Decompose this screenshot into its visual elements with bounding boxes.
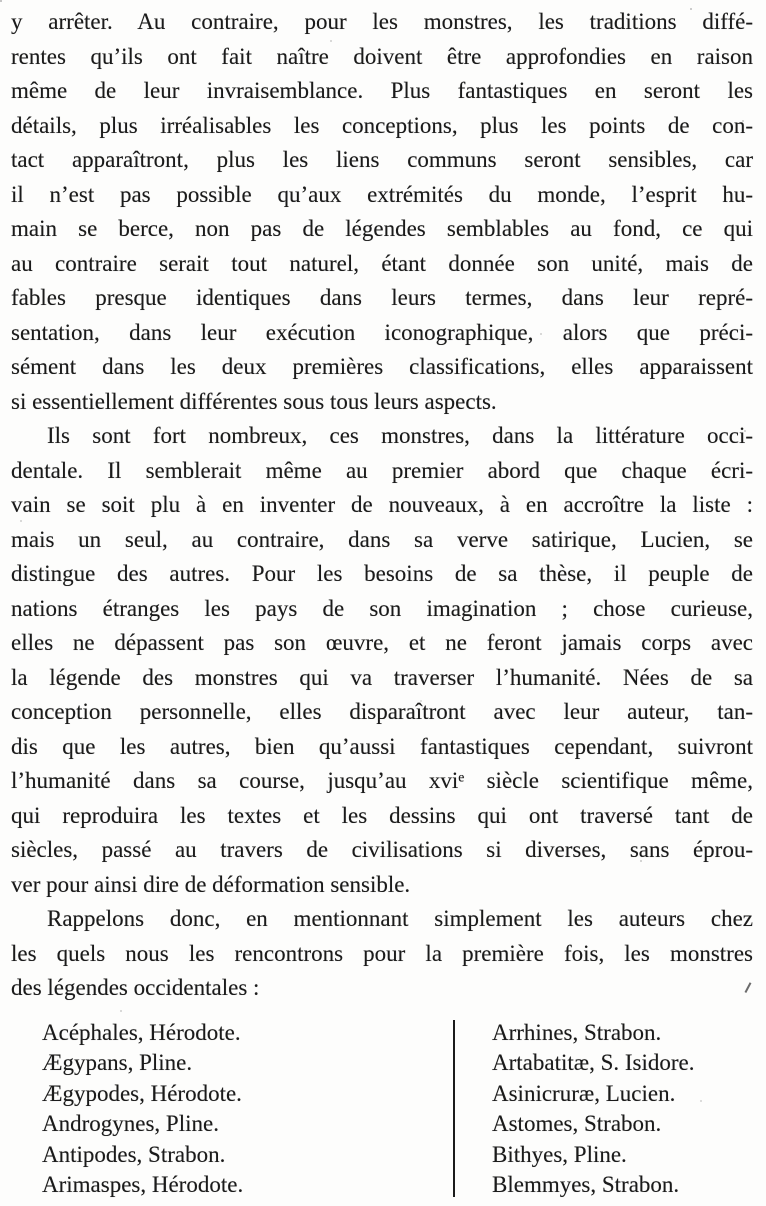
list-item: Arimaspes, Hérodote. — [42, 1172, 244, 1197]
text-line: qui reproduira les textes et les dessins qui ont traversé tant de — [11, 802, 753, 828]
list-item: Ægypodes, Hérodote. — [42, 1080, 242, 1106]
text-line: dis que les autres, bien qu’aussi fantastiques cependant, suivront — [11, 733, 753, 759]
list-item: Asinicruræ, Lucien. — [492, 1080, 676, 1106]
list-item: Ægypans, Pline. — [42, 1050, 193, 1075]
text-line: des légendes occidentales : — [11, 975, 260, 1000]
monster-list — [11, 1018, 753, 1201]
text-line: rentes qu’ils ont fait naître doivent être approfondies en raison — [11, 43, 753, 69]
text-line: y arrêter. Au contraire, pour les monstres, les traditions diffé- — [11, 9, 753, 34]
text-line: au contraire serait tout naturel, étant donnée son unité, mais de — [11, 250, 753, 276]
text-line: nations étranges les pays de son imagination ; chose curieuse, — [11, 595, 753, 621]
list-item: Acéphales, Hérodote. — [42, 1019, 241, 1045]
paragraph-1 — [11, 5, 753, 419]
list-item: Blemmyes, Strabon. — [492, 1172, 680, 1197]
text-line: Rappelons donc, en mentionnant simplement les auteurs chez — [47, 906, 753, 931]
text-line: détails, plus irréalisables les conceptions, plus les points de con- — [11, 112, 753, 138]
text-line: la légende des monstres qui va traverser l’humanité. Nées de sa — [11, 664, 753, 690]
text-line: vain se soit plu à en inventer de nouveaux, à en accroître la liste : — [11, 492, 753, 517]
monster-list-right-column — [455, 1018, 695, 1201]
text-line: sément dans les deux premières classifications, elles apparaissent — [11, 354, 753, 379]
text-line: distingue des autres. Pour les besoins de sa thèse, il peuple de — [11, 561, 753, 586]
text-line: dentale. Il semblerait même au premier abord que chaque écri- — [11, 457, 753, 483]
text-line: les quels nous les rencontrons pour la première fois, les monstres — [11, 940, 753, 966]
text-line: fables presque identiques dans leurs termes, dans leur repré- — [11, 285, 753, 310]
text-line: conception personnelle, elles disparaîtront avec leur auteur, tan- — [11, 699, 753, 724]
text-line: main se berce, non pas de légendes semblables au fond, ce qui — [11, 216, 753, 241]
list-item: Antipodes, Strabon. — [42, 1141, 226, 1167]
list-item: Androgynes, Pline. — [42, 1111, 219, 1136]
list-item: Arrhines, Strabon. — [492, 1019, 662, 1045]
text-line: même de leur invraisemblance. Plus fantastiques en seront les — [11, 78, 753, 103]
paragraph-2 — [11, 419, 753, 902]
list-item: Artabatitæ, S. Isidore. — [492, 1050, 695, 1075]
text-line: si essentiellement différentes sous tous leurs aspects. — [11, 388, 497, 414]
scan-speckles — [0, 0, 2, 2]
text-line: l’humanité dans sa course, jusqu’au xviᵉ siècle scientifique même, — [11, 768, 753, 793]
text-line: Ils sont fort nombreux, ces monstres, dans la littérature occi- — [47, 423, 753, 448]
text-line: mais un seul, au contraire, dans sa verve satirique, Lucien, se — [11, 526, 753, 552]
list-item: Astomes, Strabon. — [492, 1111, 662, 1136]
list-item: Bithyes, Pline. — [492, 1141, 627, 1167]
text-line: tact apparaîtront, plus les liens communs seront sensibles, car — [11, 147, 753, 172]
text-line: ver pour ainsi dire de déformation sensible. — [11, 871, 411, 897]
text-line: elles ne dépassent pas son œuvre, et ne feront jamais corps avec — [11, 630, 753, 655]
paragraph-3 — [11, 902, 753, 1006]
monster-list-left-column — [11, 1018, 453, 1201]
text-line: siècles, passé au travers de civilisations si diverses, sans éprou- — [11, 837, 753, 862]
text-line: il n’est pas possible qu’aux extrémités du monde, l’esprit hu- — [11, 181, 753, 207]
text-line: sentation, dans leur exécution iconographique, alors que préci- — [11, 319, 753, 345]
